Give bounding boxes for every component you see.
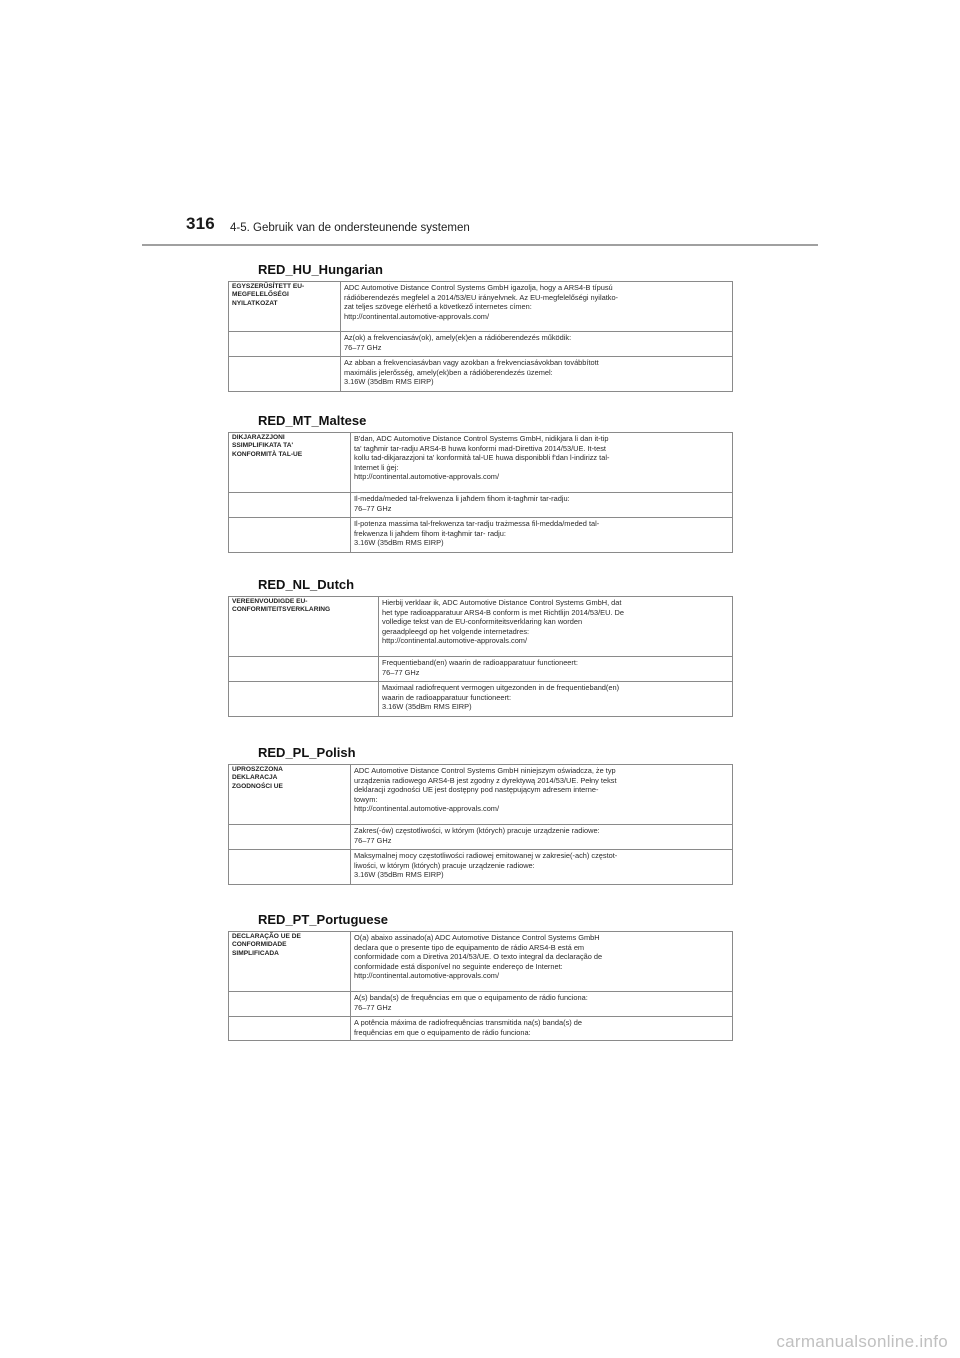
declaration-table — [228, 432, 733, 553]
max-power-text: Maksymalnej mocy częstotliwości radiowej emitowanej w zakresie(-ach) częstot- liwości, w którym (których) pracuje urządzenie radiowe: 3.16W (35dBm RMS EIRP) — [354, 851, 618, 880]
empty-cell — [229, 825, 351, 850]
max-power-cell — [351, 850, 733, 885]
table-row — [229, 1017, 733, 1041]
table-row — [229, 433, 733, 493]
empty-cell — [229, 1017, 351, 1041]
declaration-text-cell — [351, 765, 733, 825]
declaration-label: UPROSZCZONA DEKLARACJA ZGODNOŚCI UE — [232, 766, 283, 790]
max-power-text: Il-potenza massima tal-frekwenza tar-radju trażmessa fil-medda/meded tal- frekwenza li jaħdem fihom it-tagħmir tar- radju: 3.16W (35dBm RMS EIRP) — [354, 519, 600, 548]
max-power-text: Az abban a frekvenciasávban vagy azokban a frekvenciasávokban továbbított maximális jelerősség, amely(ek)ben a rádióberendezés üzemel: 3.16W (35dBm RMS EIRP) — [344, 358, 599, 387]
section-title: RED_MT_Maltese — [258, 413, 367, 428]
declaration-label-cell — [229, 765, 351, 825]
declaration-label: EGYSZERŰSÍTETT EU- MEGFELELŐSÉGI NYILATKOZAT — [232, 283, 305, 307]
frequency-band-text: Frequentieband(en) waarin de radioapparatuur functioneert: 76–77 GHz — [382, 658, 578, 677]
frequency-band-cell — [351, 992, 733, 1017]
empty-cell — [229, 518, 351, 553]
table-row — [229, 932, 733, 992]
empty-cell — [229, 332, 341, 357]
chapter-title: 4-5. Gebruik van de ondersteunende systemen — [230, 222, 470, 234]
table-row — [229, 992, 733, 1017]
table-row — [229, 282, 733, 332]
table-row — [229, 493, 733, 518]
empty-cell — [229, 850, 351, 885]
declaration-table — [228, 596, 733, 717]
empty-cell — [229, 357, 341, 392]
declaration-label: DIKJARAZZJONI SSIMPLIFIKATA TA' KONFORMITÀ TAL-UE — [232, 434, 303, 458]
header-divider — [142, 244, 818, 246]
table-row — [229, 825, 733, 850]
section-title: RED_HU_Hungarian — [258, 262, 383, 277]
section-title: RED_PL_Polish — [258, 745, 356, 760]
declaration-label-cell — [229, 932, 351, 992]
empty-cell — [229, 493, 351, 518]
page-number: 316 — [186, 214, 215, 233]
max-power-text: A potência máxima de radiofrequências transmitida na(s) banda(s) de frequências em que o equipamento de rádio funciona: — [354, 1018, 582, 1037]
declaration-text-cell — [351, 433, 733, 493]
table-row — [229, 597, 733, 657]
declaration-text: ADC Automotive Distance Control Systems GmbH igazolja, hogy a ARS4-B típusú rádióberendezés megfelel a 2014/53/EU irányelvnek. Az EU-megfelelőségi nyilatko- zat teljes szövege elérhető a következő internetes címen: http://continental.automotive-approvals.com/ — [344, 283, 619, 321]
frequency-band-text: Il-medda/meded tal-frekwenza li jaħdem fihom it-tagħmir tar-radju: 76–77 GHz — [354, 494, 570, 513]
max-power-cell — [341, 357, 733, 392]
declaration-table — [228, 281, 733, 392]
declaration-text-cell — [351, 932, 733, 992]
table-row — [229, 357, 733, 392]
declaration-label-cell — [229, 282, 341, 332]
frequency-band-text: A(s) banda(s) de frequências em que o equipamento de rádio funciona: 76–77 GHz — [354, 993, 588, 1012]
table-row — [229, 682, 733, 717]
frequency-band-text: Az(ok) a frekvenciasáv(ok), amely(ek)en a rádióberendezés működik: 76–77 GHz — [344, 333, 572, 352]
declaration-text-cell — [341, 282, 733, 332]
frequency-band-text: Zakres(-ów) częstotliwości, w którym (których) pracuje urządzenie radiowe: 76–77 GHz — [354, 826, 600, 845]
table-row — [229, 518, 733, 553]
max-power-cell — [351, 1017, 733, 1041]
declaration-label: DECLARAÇÃO UE DE CONFORMIDADE SIMPLIFICADA — [232, 933, 301, 957]
declaration-label-cell — [229, 597, 379, 657]
max-power-text: Maximaal radiofrequent vermogen uitgezonden in de frequentieband(en) waarin de radioapparatuur functioneert: 3.16W (35dBm RMS EIRP) — [382, 683, 620, 712]
section-title: RED_PT_Portuguese — [258, 912, 389, 927]
section-title: RED_NL_Dutch — [258, 577, 355, 592]
max-power-cell — [351, 518, 733, 553]
frequency-band-cell — [341, 332, 733, 357]
declaration-text: ADC Automotive Distance Control Systems GmbH niniejszym oświadcza, że typ urządzenia radiowego ARS4-B jest zgodny z dyrektywą 2014/53/UE. Pełny tekst deklaracji zgodności UE jest dostępny pod następującym adresem interne- towym: http://continental.automotive-approvals.com/ — [354, 766, 617, 814]
frequency-band-cell — [351, 825, 733, 850]
table-row — [229, 850, 733, 885]
declaration-table — [228, 764, 733, 885]
max-power-cell — [379, 682, 733, 717]
declaration-text-cell — [379, 597, 733, 657]
frequency-band-cell — [379, 657, 733, 682]
declaration-label-cell — [229, 433, 351, 493]
table-row — [229, 332, 733, 357]
declaration-text: O(a) abaixo assinado(a) ADC Automotive Distance Control Systems GmbH declara que o presente tipo de equipamento de rádio ARS4-B está em conformidade com a Diretiva 2014/53/UE. O texto integral da declaração de conformidade está disponível no seguinte endereço de Internet: http://continental.automotive-approvals.com/ — [354, 933, 603, 981]
declaration-text: B'dan, ADC Automotive Distance Control Systems GmbH, nidikjara li dan it-tip ta' tagħmir tar-radju ARS4-B huwa konformi mad-Direttiva 2014/53/UE. It-test kollu tad-dikjarazzjoni ta' konformità tal-UE huwa disponibbli f'dan l-indirizz tal- Internet li ġej: http://continental.automotive-approvals.com/ — [354, 434, 610, 482]
declaration-table — [228, 931, 733, 1041]
watermark: carmanualsonline.info — [776, 1332, 948, 1351]
empty-cell — [229, 657, 379, 682]
empty-cell — [229, 992, 351, 1017]
table-row — [229, 765, 733, 825]
table-row — [229, 657, 733, 682]
declaration-text: Hierbij verklaar ik, ADC Automotive Distance Control Systems GmbH, dat het type radioapparatuur ARS4-B conform is met Richtlijn 2014/53/EU. De volledige tekst van de EU-conformiteitsverklaring kan worden geraadpleegd op het volgende internetadres: http://continental.automotive-approvals.com/ — [382, 598, 624, 646]
declaration-label: VEREENVOUDIGDE EU- CONFORMITEITSVERKLARING — [232, 598, 331, 614]
empty-cell — [229, 682, 379, 717]
frequency-band-cell — [351, 493, 733, 518]
